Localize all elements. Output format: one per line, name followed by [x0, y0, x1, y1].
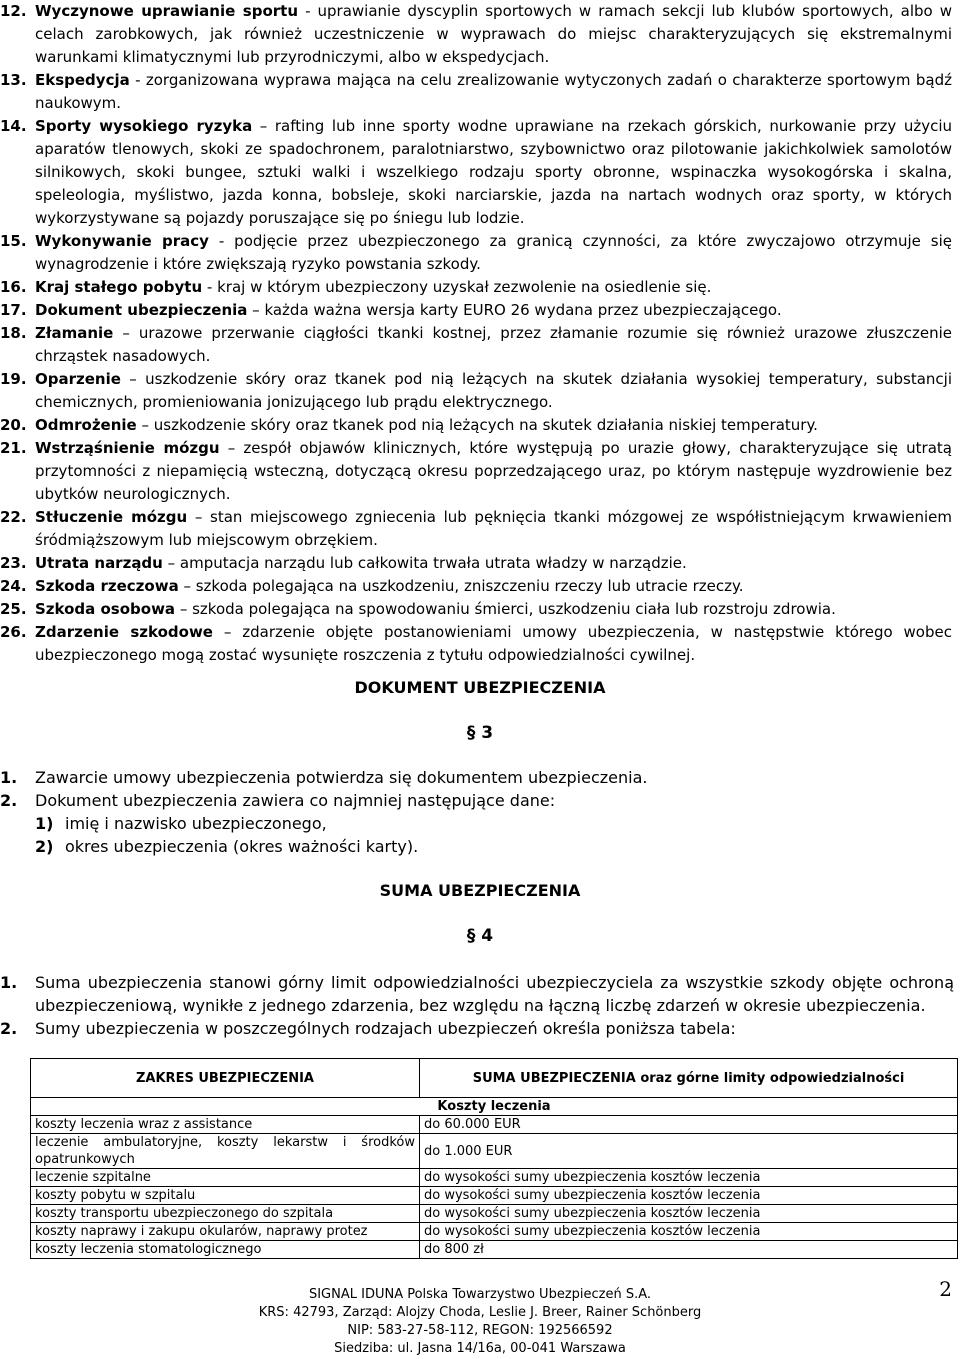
definition-term: Złamanie	[35, 324, 114, 342]
insurance-limits-table	[30, 1058, 958, 1259]
cell-limit: do 1.000 EUR	[420, 1134, 958, 1169]
definition-number: 19.	[0, 370, 27, 388]
definition-term: Odmrożenie	[35, 416, 137, 434]
paragraph-number-3: § 3	[466, 723, 494, 743]
definition-number: 26.	[0, 623, 27, 641]
definition-number: 12.	[0, 2, 27, 20]
definition-number: 21.	[0, 439, 27, 457]
definition-text: - uprawianie dyscyplin sportowych w ramach sekcji lub klubów sportowych, albo w celach zarobkowych, jak również uczestniczenie w wyprawach do miejsc charakteryzujących się ekstremalnymi warunkami klimatycznymi lub przyrodniczymi, albo w ekspedycjach.	[35, 2, 953, 66]
definition-term: Stłuczenie mózgu	[35, 508, 188, 526]
definition-term: Zdarzenie szkodowe	[35, 623, 213, 641]
definition-text: – uszkodzenie skóry oraz tkanek pod nią leżących na skutek działania niskiej temperatury.	[136, 416, 818, 434]
sub-list-item	[0, 835, 954, 858]
section3-list	[0, 766, 954, 858]
section4-list	[0, 971, 954, 1040]
item-number: 2.	[0, 791, 18, 810]
definition-number: 24.	[0, 577, 27, 595]
definition-text: – urazowe przerwanie ciągłości tkanki kostnej, przez złamanie rozumie się również urazowe złuszczenie chrząstek nasadowych.	[35, 324, 952, 365]
definition-text: – każda ważna wersja karty EURO 26 wydana przez ubezpieczającego.	[247, 301, 782, 319]
footer-company: SIGNAL IDUNA Polska Towarzystwo Ubezpieczeń S.A.	[308, 1287, 652, 1302]
definition-item	[0, 0, 960, 69]
cell-scope: koszty naprawy i zakupu okularów, naprawy protez	[31, 1223, 420, 1241]
definition-item	[0, 322, 960, 368]
definition-item	[0, 575, 960, 598]
cell-limit: do wysokości sumy ubezpieczenia kosztów leczenia	[420, 1223, 958, 1241]
definition-term: Dokument ubezpieczenia	[35, 301, 248, 319]
definition-number: 20.	[0, 416, 27, 434]
definition-item	[0, 276, 960, 299]
item-number: 1.	[0, 768, 18, 787]
cell-limit: do wysokości sumy ubezpieczenia kosztów leczenia	[420, 1187, 958, 1205]
definition-number: 14.	[0, 117, 27, 135]
definition-number: 13.	[0, 71, 27, 89]
definition-number: 23.	[0, 554, 27, 572]
item-number: 1.	[0, 973, 18, 992]
definition-number: 25.	[0, 600, 27, 618]
table-header-row	[31, 1059, 958, 1098]
footer	[0, 1286, 960, 1358]
definition-text: – zdarzenie objęte postanowieniami umowy ubezpieczenia, w następstwie którego wobec ubezpieczonego mogą zostać wysunięte roszczenia z tytułu odpowiedzialności cywilnej.	[35, 623, 952, 664]
footer-address: Siedziba: ul. Jasna 14/16a, 00-041 Warszawa	[334, 1341, 626, 1356]
definition-item	[0, 506, 960, 552]
definition-item	[0, 299, 960, 322]
cell-limit: do 800 zł	[420, 1241, 958, 1259]
definition-number: 22.	[0, 508, 27, 526]
item-text: Suma ubezpieczenia stanowi górny limit odpowiedzialności ubezpieczyciela za wszystkie szkody objęte ochroną ubezpieczeniową, wynikłe z jednego zdarzenia, bez względu na łączną liczbę zdarzeń w okresie ubezpieczenia.	[35, 973, 954, 1015]
definition-term: Wykonywanie pracy	[35, 232, 209, 250]
table-row	[31, 1241, 958, 1259]
item-number: 2.	[0, 1019, 18, 1038]
definition-item	[0, 598, 960, 621]
definition-term: Wstrząśnienie mózgu	[35, 439, 220, 457]
column-header-scope: ZAKRES UBEZPIECZENIA	[31, 1059, 420, 1098]
cell-scope: koszty transportu ubezpieczonego do szpitala	[31, 1205, 420, 1223]
cell-scope: leczenie szpitalne	[31, 1169, 420, 1187]
section-heading-dokument: DOKUMENT UBEZPIECZENIA	[354, 678, 606, 697]
definition-item	[0, 621, 960, 667]
definition-term: Utrata narządu	[35, 554, 163, 572]
table-row	[31, 1205, 958, 1223]
definition-text: – zespół objawów klinicznych, które występują po urazie głowy, charakteryzujące się utratą przytomności z niepamięcią wsteczną, dotyczącą okresu poprzedzającego uraz, po którym następuje wyzdrowienie bez ubytków neurologicznych.	[35, 439, 952, 503]
definition-item	[0, 230, 960, 276]
page-number: 2	[939, 1277, 952, 1301]
table-body	[31, 1116, 958, 1259]
definition-term: Ekspedycja	[35, 71, 130, 89]
definition-text: - zorganizowana wyprawa mająca na celu zrealizowanie wytyczonych zadań o charakterze sportowym bądź naukowym.	[35, 71, 952, 112]
table-row	[31, 1169, 958, 1187]
definition-number: 15.	[0, 232, 27, 250]
item-number: 2)	[35, 837, 54, 856]
definition-item	[0, 414, 960, 437]
item-text: Zawarcie umowy ubezpieczenia potwierdza się dokumentem ubezpieczenia.	[35, 768, 648, 787]
table-row	[31, 1223, 958, 1241]
item-text: okres ubezpieczenia (okres ważności karty).	[65, 837, 419, 856]
list-item	[0, 766, 954, 789]
item-number: 1)	[35, 814, 54, 833]
item-text: Sumy ubezpieczenia w poszczególnych rodzajach ubezpieczeń określa poniższa tabela:	[35, 1019, 736, 1038]
definition-term: Oparzenie	[35, 370, 121, 388]
definition-item	[0, 115, 960, 230]
definition-term: Sporty wysokiego ryzyka	[35, 117, 253, 135]
cell-limit: do wysokości sumy ubezpieczenia kosztów leczenia	[420, 1205, 958, 1223]
cell-limit: do 60.000 EUR	[420, 1116, 958, 1134]
paragraph-number-4: § 4	[466, 926, 494, 946]
definition-text: – rafting lub inne sporty wodne uprawiane na rzekach górskich, nurkowanie przy użyciu aparatów tlenowych, skoki ze spadochronem, paralotniarstwo, szybownictwo oraz pilotowanie jakichkolwiek samolotów silnikowych, skoki bungee, sztuki walki i wszelkiego rodzaju sporty obronne, wspinaczka wysokogórska i skalna, speleologia, myślistwo, jazda konna, bobsleje, skoki narciarskie, jazda na nartach wodnych oraz sporty, w których wykorzystywane są pojazdy poruszające się po śniegu lub lodzie.	[35, 117, 952, 227]
cell-scope: koszty leczenia wraz z assistance	[31, 1116, 420, 1134]
definition-item	[0, 552, 960, 575]
cell-limit: do wysokości sumy ubezpieczenia kosztów leczenia	[420, 1169, 958, 1187]
cell-scope: koszty leczenia stomatologicznego	[31, 1241, 420, 1259]
item-text: imię i nazwisko ubezpieczonego,	[65, 814, 327, 833]
definition-number: 17.	[0, 301, 27, 319]
definition-item	[0, 368, 960, 414]
cell-scope: leczenie ambulatoryjne, koszty lekarstw i środków opatrunkowych	[31, 1134, 420, 1169]
definition-number: 16.	[0, 278, 27, 296]
list-item	[0, 1017, 954, 1040]
definition-term: Szkoda osobowa	[35, 600, 176, 618]
definition-text: – amputacja narządu lub całkowita trwała utrata władzy w narządzie.	[162, 554, 687, 572]
definition-term: Wyczynowe uprawianie sportu	[35, 2, 299, 20]
footer-krs: KRS: 42793, Zarząd: Alojzy Choda, Leslie J. Breer, Rainer Schönberg	[258, 1305, 702, 1320]
section-heading-suma: SUMA UBEZPIECZENIA	[379, 881, 581, 900]
footer-nip: NIP: 583-27-58-112, REGON: 192566592	[347, 1323, 613, 1338]
definition-text: – stan miejscowego zgniecenia lub pęknięcia tkanki mózgowej ze współistniejącym krwawieniem śródmiąższowym lub miejscowym obrzękiem.	[35, 508, 953, 549]
definition-text: – szkoda polegająca na uszkodzeniu, zniszczeniu rzeczy lub utracie rzeczy.	[178, 577, 744, 595]
definition-term: Kraj stałego pobytu	[35, 278, 203, 296]
table-row	[31, 1187, 958, 1205]
section-label: Koszty leczenia	[31, 1098, 958, 1116]
definition-text: - kraj w którym ubezpieczony uzyskał zezwolenie na osiedlenie się.	[202, 278, 712, 296]
table-row	[31, 1116, 958, 1134]
list-item	[0, 789, 954, 812]
definition-item	[0, 69, 960, 115]
column-header-limit: SUMA UBEZPIECZENIA oraz górne limity odpowiedzialności	[420, 1059, 958, 1098]
definition-term: Szkoda rzeczowa	[35, 577, 179, 595]
list-item	[0, 971, 954, 1017]
table-section-row	[31, 1098, 958, 1116]
definition-number: 18.	[0, 324, 27, 342]
table-row	[31, 1134, 958, 1169]
sub-list-item	[0, 812, 954, 835]
definition-text: – szkoda polegająca na spowodowaniu śmierci, uszkodzeniu ciała lub rozstroju zdrowia.	[175, 600, 836, 618]
definition-item	[0, 437, 960, 506]
item-text: Dokument ubezpieczenia zawiera co najmniej następujące dane:	[35, 791, 556, 810]
definition-text: – uszkodzenie skóry oraz tkanek pod nią leżących na skutek działania wysokiej temperatury, substancji chemicznych, promieniowania jonizującego lub prądu elektrycznego.	[35, 370, 952, 411]
cell-scope: koszty pobytu w szpitalu	[31, 1187, 420, 1205]
definitions-list	[0, 0, 960, 667]
definition-text: - podjęcie przez ubezpieczonego za granicą czynności, za które zwyczajowo otrzymuje się wynagrodzenie i które zwiększają ryzyko powstania szkody.	[35, 232, 953, 273]
